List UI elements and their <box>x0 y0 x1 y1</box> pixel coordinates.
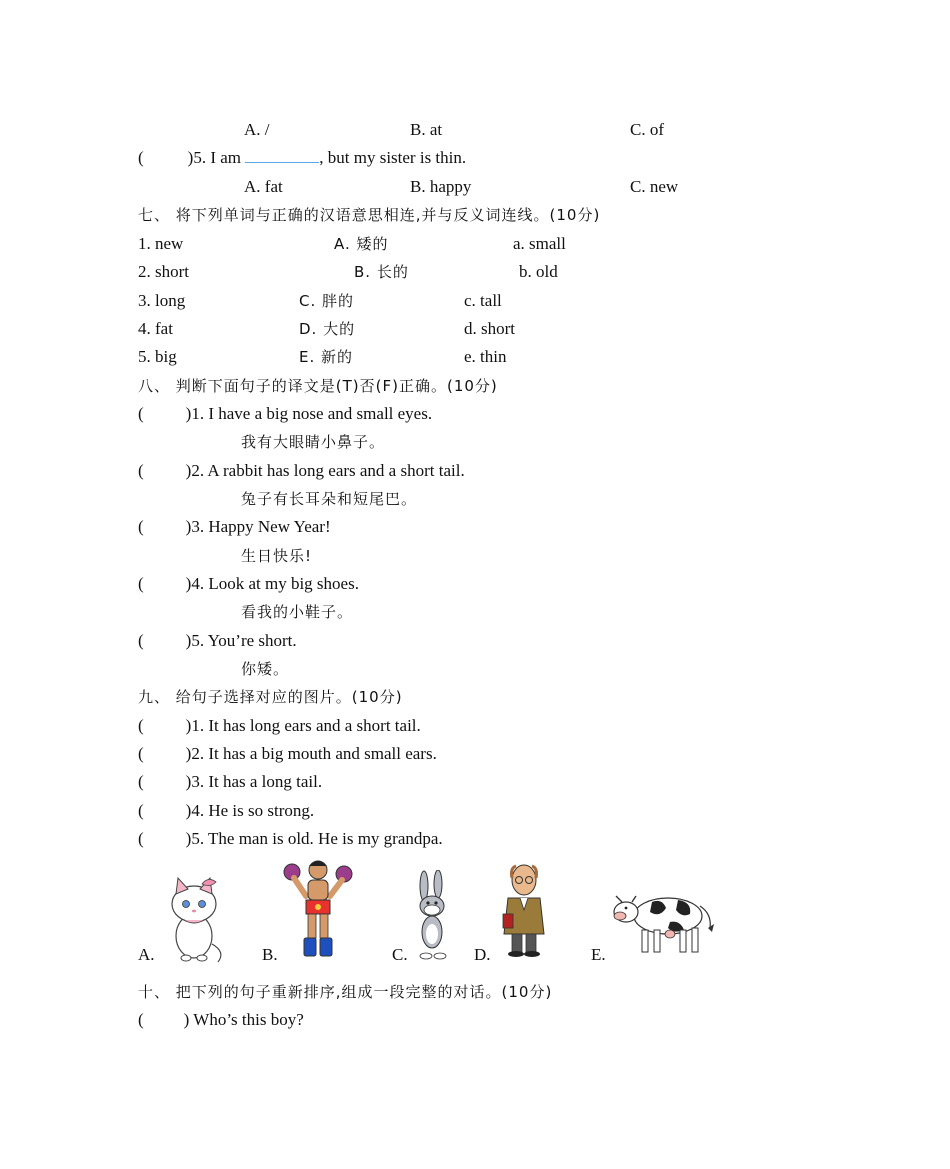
picture-label-d: D. <box>474 945 491 964</box>
paren-open: ( <box>138 148 144 167</box>
section-heading-9: 九、 给句子选择对应的图片。(10分) <box>138 688 403 706</box>
judge-item <box>138 516 331 538</box>
cow-picture <box>612 884 718 958</box>
paren-open: ( <box>138 801 144 820</box>
rabbit-picture <box>410 870 456 962</box>
sentence-cn: 生日快乐! <box>241 547 313 565</box>
antonym-item: b. old <box>519 262 558 281</box>
meaning-item: B. 长的 <box>354 263 409 281</box>
paren-open: ( <box>138 574 144 593</box>
judge-item <box>138 630 297 652</box>
order-item <box>138 1009 304 1031</box>
section-heading-7: 七、 将下列单词与正确的汉语意思相连,并与反义词连线。(10分) <box>138 206 601 224</box>
sentence-en: )2. It has a big mouth and small ears. <box>185 744 437 763</box>
sentence-cn: 你矮。 <box>241 660 290 678</box>
sentence-en: )5. The man is old. He is my grandpa. <box>185 829 443 848</box>
match-item <box>138 828 443 850</box>
section-heading-10: 十、 把下列的句子重新排序,组成一段完整的对话。(10分) <box>138 983 553 1001</box>
antonym-item: c. tall <box>464 291 502 310</box>
judge-item <box>138 403 432 425</box>
sentence-en: )4. Look at my big shoes. <box>185 574 359 593</box>
meaning-item: D. 大的 <box>299 320 356 338</box>
match-item <box>138 771 322 793</box>
sentence-cn: 看我的小鞋子。 <box>241 603 354 621</box>
boxer-picture <box>282 856 356 960</box>
sentence-en: ) Who’s this boy? <box>183 1010 304 1029</box>
option-a: A. / <box>244 120 270 139</box>
meaning-item: C. 胖的 <box>299 292 355 310</box>
paren-open: ( <box>138 716 144 735</box>
match-item <box>138 800 314 822</box>
section-heading-8: 八、 判断下面句子的译文是(T)否(F)正确。(10分) <box>138 377 498 395</box>
word-item: 2. short <box>138 262 189 281</box>
paren-open: ( <box>138 1010 144 1029</box>
antonym-item: a. small <box>513 234 566 253</box>
grandpa-picture <box>494 862 554 960</box>
sentence-en: )3. It has a long tail. <box>185 772 323 791</box>
option-c: C. of <box>630 120 664 139</box>
judge-item <box>138 573 359 595</box>
answer-blank[interactable] <box>245 148 319 163</box>
white-cat-picture <box>158 874 230 964</box>
question-text: )5. I am <box>187 148 242 167</box>
meaning-item: A. 矮的 <box>334 235 389 253</box>
picture-label-a: A. <box>138 945 155 964</box>
paren-open: ( <box>138 517 144 536</box>
paren-open: ( <box>138 631 144 650</box>
match-item <box>138 743 437 765</box>
meaning-item: E. 新的 <box>299 348 354 366</box>
judge-item <box>138 460 465 482</box>
option-a: A. fat <box>244 177 283 196</box>
paren-open: ( <box>138 461 144 480</box>
sentence-en: )4. He is so strong. <box>185 801 315 820</box>
antonym-item: e. thin <box>464 347 507 366</box>
option-b: B. happy <box>410 177 472 196</box>
sentence-en: )1. It has long ears and a short tail. <box>185 716 421 735</box>
question-text-after: , but my sister is thin. <box>319 148 467 167</box>
paren-open: ( <box>138 772 144 791</box>
picture-label-e: E. <box>591 945 606 964</box>
word-item: 5. big <box>138 347 177 366</box>
option-b: B. at <box>410 120 443 139</box>
picture-label-c: C. <box>392 945 408 964</box>
sentence-en: )2. A rabbit has long ears and a short tail. <box>185 461 465 480</box>
question-5 <box>138 147 466 169</box>
sentence-cn: 兔子有长耳朵和短尾巴。 <box>241 490 418 508</box>
sentence-en: )1. I have a big nose and small eyes. <box>185 404 433 423</box>
antonym-item: d. short <box>464 319 515 338</box>
sentence-en: )5. You’re short. <box>185 631 297 650</box>
sentence-cn: 我有大眼睛小鼻子。 <box>241 433 386 451</box>
word-item: 3. long <box>138 291 186 310</box>
paren-open: ( <box>138 744 144 763</box>
paren-open: ( <box>138 829 144 848</box>
word-item: 4. fat <box>138 319 173 338</box>
sentence-en: )3. Happy New Year! <box>185 517 331 536</box>
paren-open: ( <box>138 404 144 423</box>
picture-label-b: B. <box>262 945 278 964</box>
option-c: C. new <box>630 177 679 196</box>
match-item <box>138 715 421 737</box>
word-item: 1. new <box>138 234 184 253</box>
